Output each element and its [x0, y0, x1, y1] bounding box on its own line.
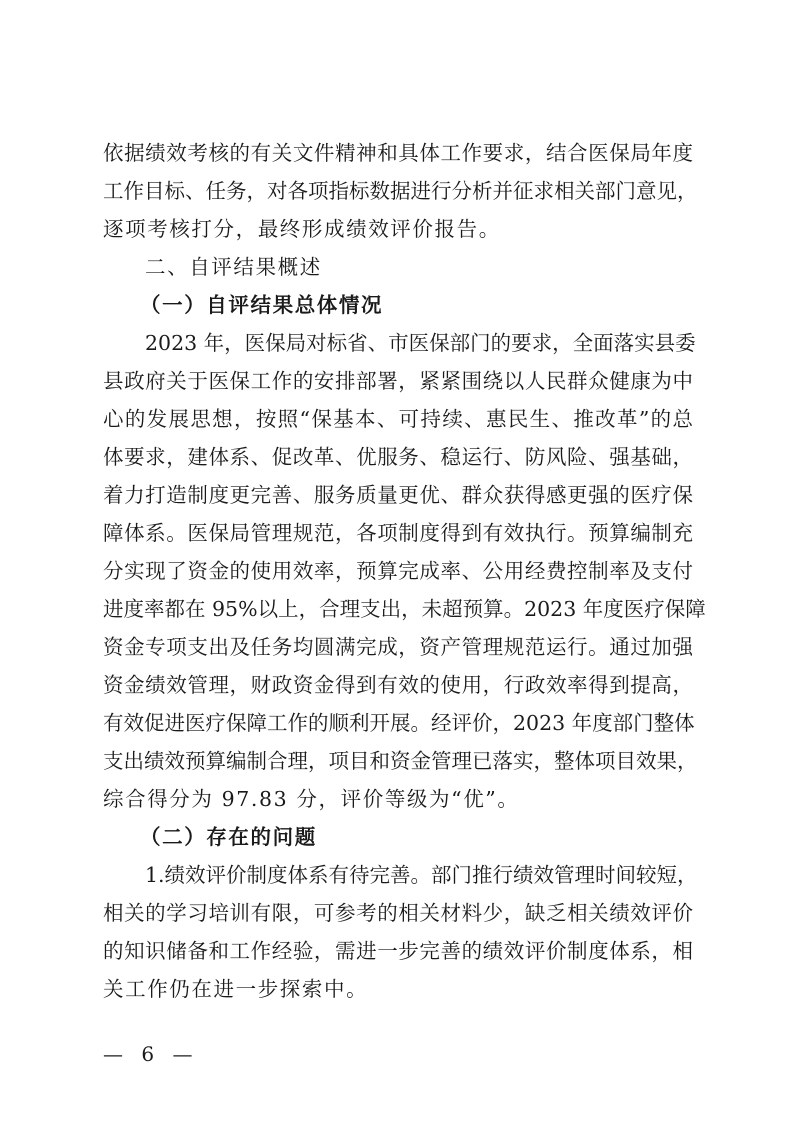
paragraph-line: 有效促进医疗保障工作的顺利开展。经评价，2023 年度部门整体	[103, 711, 695, 735]
paragraph-line: 资金绩效管理，财政资金得到有效的使用，行政效率得到提高，	[103, 673, 693, 697]
subsection-heading: （二）存在的问题	[140, 825, 317, 849]
paragraph-line: 关工作仍在进一步探索中。	[103, 977, 369, 1001]
page-number: — 6 —	[103, 1042, 199, 1066]
intro-line: 逐项考核打分，最终形成绩效评价报告。	[103, 217, 501, 241]
paragraph-line: 的知识储备和工作经验，需进一步完善的绩效评价制度体系，相	[103, 939, 693, 963]
paragraph-line: 支出绩效预算编制合理，项目和资金管理已落实，整体项目效果，	[103, 749, 698, 773]
paragraph-line: 2023 年，医保局对标省、市医保部门的要求，全面落实县委	[145, 331, 696, 355]
paragraph-line: 相关的学习培训有限，可参考的相关材料少，缺乏相关绩效评价	[103, 901, 693, 925]
paragraph-line: 综合得分为 97.83 分，评价等级为“优”。	[103, 787, 520, 811]
subsection-heading: （一）自评结果总体情况	[140, 293, 384, 317]
paragraph-line: 县政府关于医保工作的安排部署，紧紧围绕以人民群众健康为中	[103, 369, 693, 393]
paragraph-line: 着力打造制度更完善、服务质量更优、群众获得感更强的医疗保	[103, 483, 693, 507]
paragraph-line: 分实现了资金的使用效率，预算完成率、公用经费控制率及支付	[103, 559, 693, 583]
paragraph-line: 体要求，建体系、促改革、优服务、稳运行、防风险、强基础，	[103, 445, 693, 469]
paragraph-line: 障体系。医保局管理规范，各项制度得到有效执行。预算编制充	[103, 521, 693, 545]
paragraph-line: 心的发展思想，按照“保基本、可持续、惠民生、推改革”的总	[103, 407, 693, 431]
intro-line: 工作目标、任务，对各项指标数据进行分析并征求相关部门意见，	[103, 179, 698, 203]
paragraph-line: 资金专项支出及任务均圆满完成，资产管理规范运行。通过加强	[103, 635, 693, 659]
paragraph-line: 进度率都在 95%以上，合理支出，未超预算。2023 年度医疗保障	[103, 597, 706, 621]
paragraph-line: 1.绩效评价制度体系有待完善。部门推行绩效管理时间较短，	[145, 863, 698, 887]
intro-line: 依据绩效考核的有关文件精神和具体工作要求，结合医保局年度	[103, 141, 693, 165]
section-heading: 二、自评结果概述	[145, 255, 322, 279]
